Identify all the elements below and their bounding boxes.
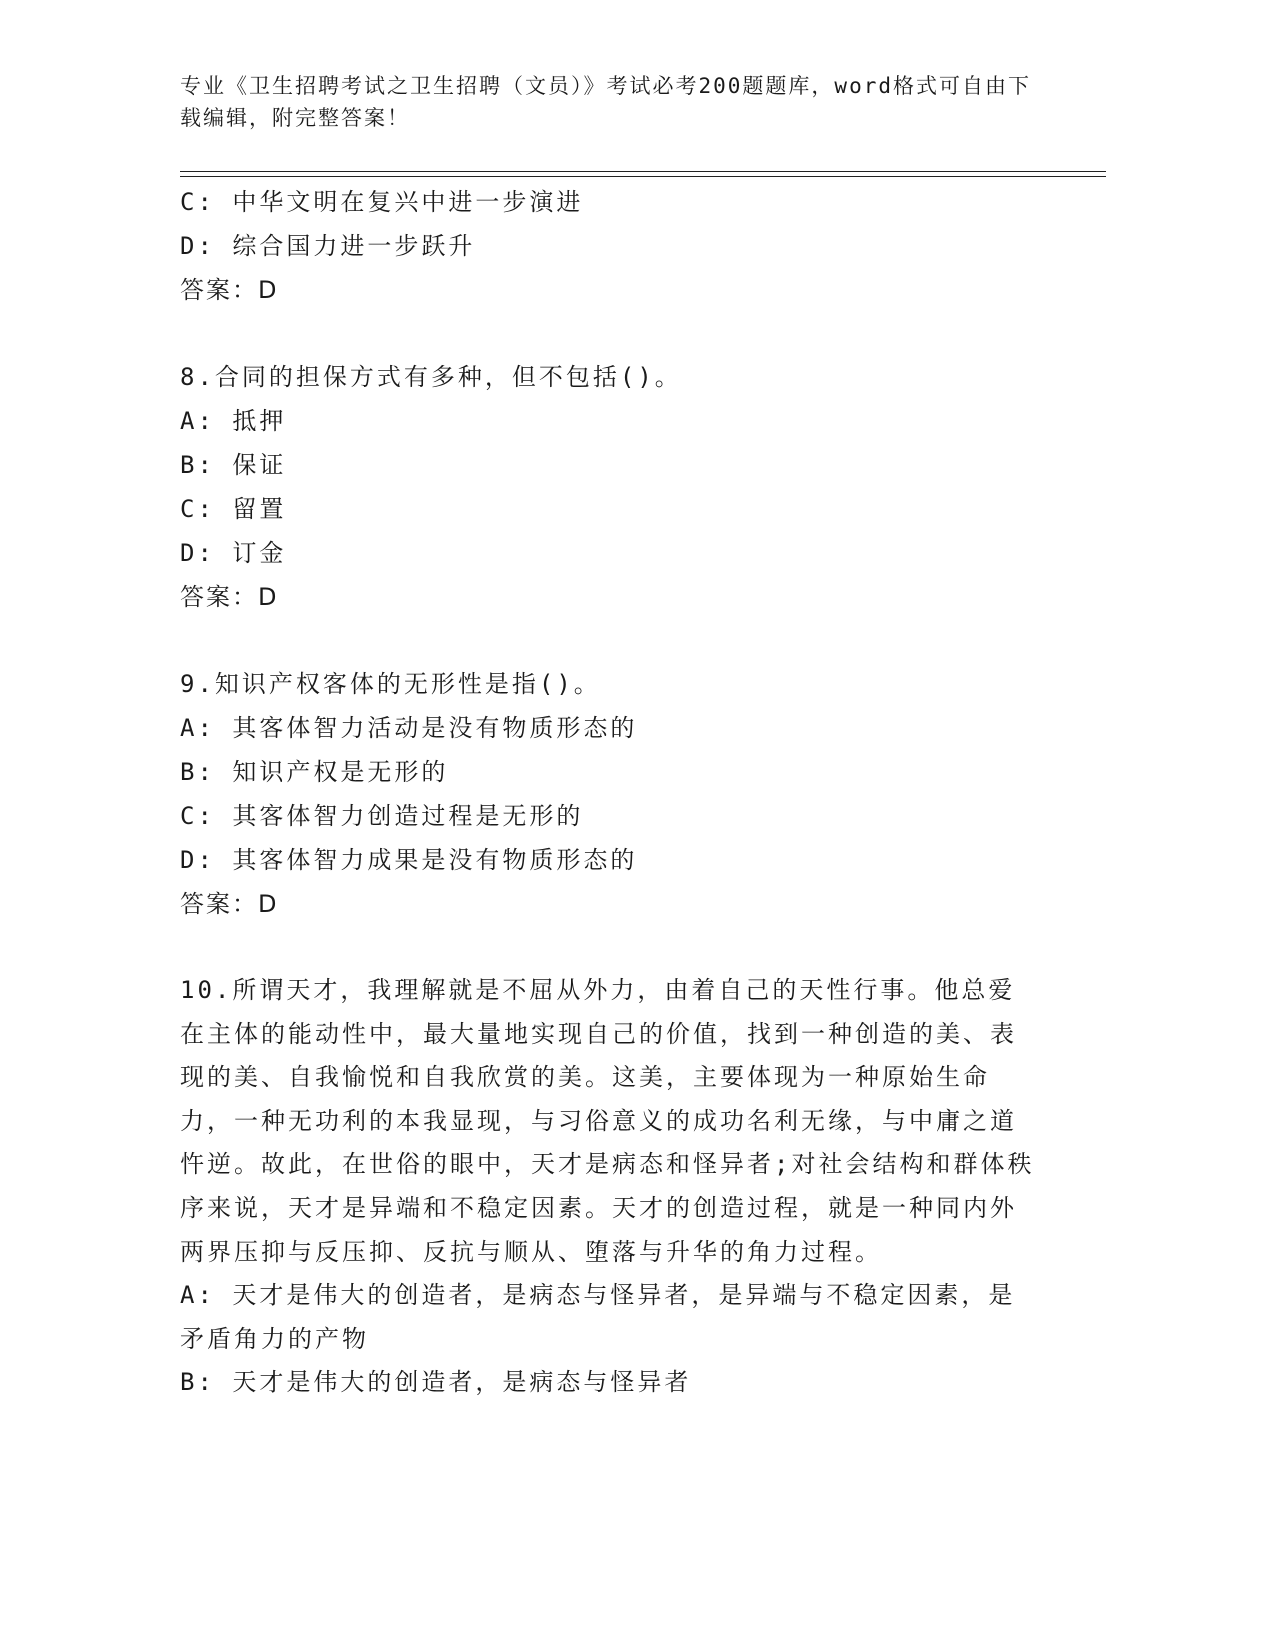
question-list bbox=[180, 180, 1040, 1405]
option-d: D: 其客体智力成果是没有物质形态的 bbox=[180, 846, 638, 874]
spacer bbox=[180, 619, 1040, 662]
option-b: B: 天才是伟大的创造者，是病态与怪异者 bbox=[180, 1368, 692, 1397]
option-c: C: 留置 bbox=[180, 495, 287, 523]
option-a: A: 天才是伟大的创造者，是病态与怪异者，是异端与不稳定因素，是矛盾角力的产物 bbox=[180, 1281, 1016, 1353]
spacer bbox=[180, 312, 1040, 355]
option-d: D: 综合国力进一步跃升 bbox=[180, 232, 476, 260]
header-text: 专业《卫生招聘考试之卫生招聘（文员）》考试必考200题题库，word格式可自由下载编辑，附完整答案！ bbox=[180, 74, 1031, 130]
spacer bbox=[180, 926, 1040, 969]
option-b: B: 知识产权是无形的 bbox=[180, 758, 449, 786]
option-a: A: 抵押 bbox=[180, 407, 287, 435]
answer-line: 答案：D bbox=[180, 583, 279, 611]
question-block-10 bbox=[180, 969, 1040, 1405]
question-stem: 8.合同的担保方式有多种，但不包括()。 bbox=[180, 363, 682, 391]
option-b: B: 保证 bbox=[180, 451, 287, 479]
option-c: C: 中华文明在复兴中进一步演进 bbox=[180, 188, 584, 216]
header-divider-bottom bbox=[180, 176, 1106, 177]
answer-line: 答案：D bbox=[180, 890, 279, 918]
option-c: C: 其客体智力创造过程是无形的 bbox=[180, 802, 584, 830]
question-block-previous bbox=[180, 180, 1040, 312]
question-block-8 bbox=[180, 355, 1040, 619]
option-d: D: 订金 bbox=[180, 539, 287, 567]
question-stem: 9.知识产权客体的无形性是指()。 bbox=[180, 670, 601, 698]
answer-line: 答案：D bbox=[180, 276, 279, 304]
option-a: A: 其客体智力活动是没有物质形态的 bbox=[180, 714, 638, 742]
document-header bbox=[180, 70, 1040, 134]
question-block-9 bbox=[180, 662, 1040, 926]
question-stem: 10.所谓天才，我理解就是不屈从外力，由着自己的天性行事。他总爱在主体的能动性中，最大量地实现自己的价值，找到一种创造的美、表现的美、自我愉悦和自我欣赏的美。这美，主要体现为一种原始生命力，一种无功利的本我显现，与习俗意义的成功名利无缘，与中庸之道忤逆。故此，在世俗的眼中，天才是病态和怪异者;对社会结构和群体秩序来说，天才是异端和不稳定因素。天才的创造过程，就是一种同内外两界压抑与反压抑、反抗与顺从、堕落与升华的角力过程。 bbox=[180, 976, 1035, 1266]
header-divider-top bbox=[180, 171, 1106, 172]
